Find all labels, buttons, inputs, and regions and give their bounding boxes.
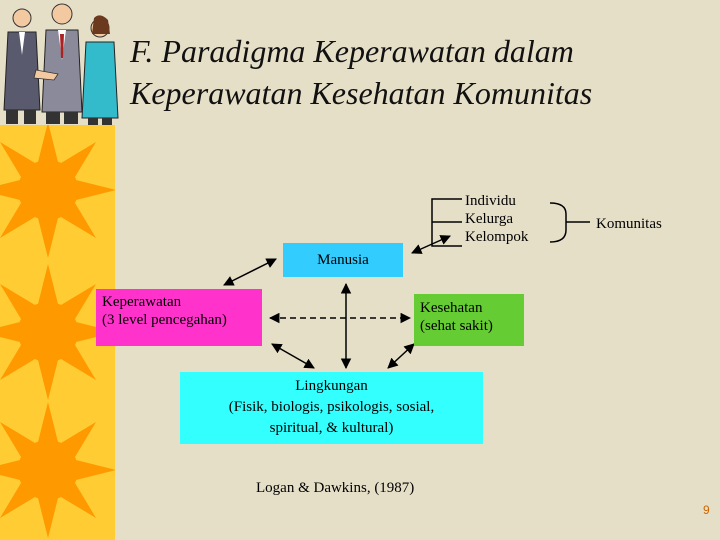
group-keluarga: Kelurga	[465, 211, 514, 227]
arrow-manusia-keperawatan	[224, 259, 276, 285]
node-lingkungan-detail-2: spiritual, & kultural)	[269, 420, 394, 436]
node-lingkungan-detail-1: (Fisik, biologis, psikologis, sosial,	[228, 399, 435, 415]
arrow-kesehatan-lingkungan	[388, 344, 414, 368]
node-keperawatan-sublabel: (3 level pencegahan)	[102, 312, 227, 328]
node-komunitas: Komunitas	[596, 216, 662, 232]
citation: Logan & Dawkins, (1987)	[256, 480, 415, 496]
node-manusia-label: Manusia	[317, 252, 369, 268]
groups-bracket-right	[550, 203, 566, 242]
node-lingkungan	[180, 372, 483, 444]
node-manusia	[283, 243, 403, 277]
page-number: 9	[703, 503, 710, 517]
node-kesehatan	[414, 294, 524, 346]
node-kesehatan-sublabel: (sehat sakit)	[420, 318, 493, 334]
arrow-manusia-groups	[412, 236, 450, 253]
group-individu: Individu	[465, 193, 516, 209]
title-line-2: Keperawatan Kesehatan Komunitas	[130, 75, 593, 111]
node-keperawatan	[96, 289, 262, 346]
group-kelompok: Kelompok	[465, 229, 529, 245]
node-kesehatan-label: Kesehatan	[420, 300, 483, 316]
title-line-1: F. Paradigma Keperawatan dalam	[130, 33, 574, 69]
node-groups	[465, 192, 528, 246]
arrow-keperawatan-lingkungan	[272, 344, 314, 368]
node-keperawatan-label: Keperawatan	[102, 294, 182, 310]
node-lingkungan-label: Lingkungan	[295, 378, 368, 394]
